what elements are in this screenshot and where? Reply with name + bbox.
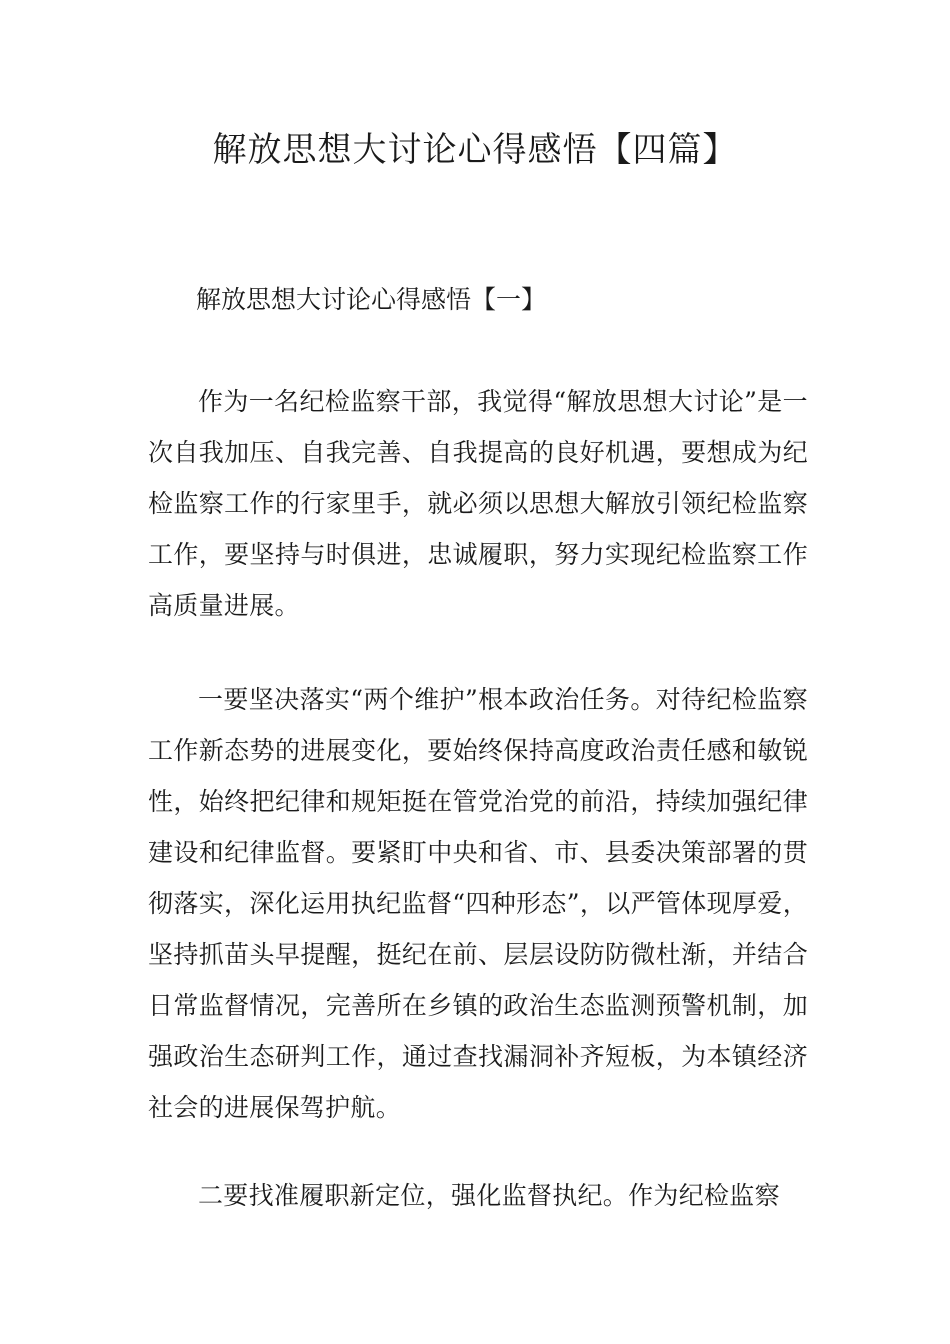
- paragraph-point-two: 二要找准履职新定位，强化监督执纪。作为纪检监察: [198, 1181, 780, 1210]
- section-heading: 解放思想大讨论心得感悟【一】: [196, 285, 547, 314]
- paragraph-intro: 作为一名纪检监察干部，我觉得“解放思想大讨论”是一次自我加压、自我完善、自我提高的良好机遇，要想成为纪检监察工作的行家里手，就必须以思想大解放引领纪检监察工作，要坚持与时俱进，忠诚履职，努力实现纪检监察工作高质量进展。: [148, 387, 808, 620]
- paragraph-point-one: 一要坚决落实“两个维护”根本政治任务。对待纪检监察工作新态势的进展变化，要始终保持高度政治责任感和敏锐性，始终把纪律和规矩挺在管党治党的前沿，持续加强纪律建设和纪律监督。要紧盯中央和省、市、县委决策部署的贯彻落实，深化运用执纪监督“四种形态”，以严管体现厚爱，坚持抓苗头早提醒，挺纪在前、层层设防防微杜渐，并结合日常监督情况，完善所在乡镇的政治生态监测预警机制，加强政治生态研判工作，通过查找漏洞补齐短板，为本镇经济社会的进展保驾护航。: [148, 685, 808, 1122]
- document-title: 解放思想大讨论心得感悟【四篇】: [212, 130, 738, 170]
